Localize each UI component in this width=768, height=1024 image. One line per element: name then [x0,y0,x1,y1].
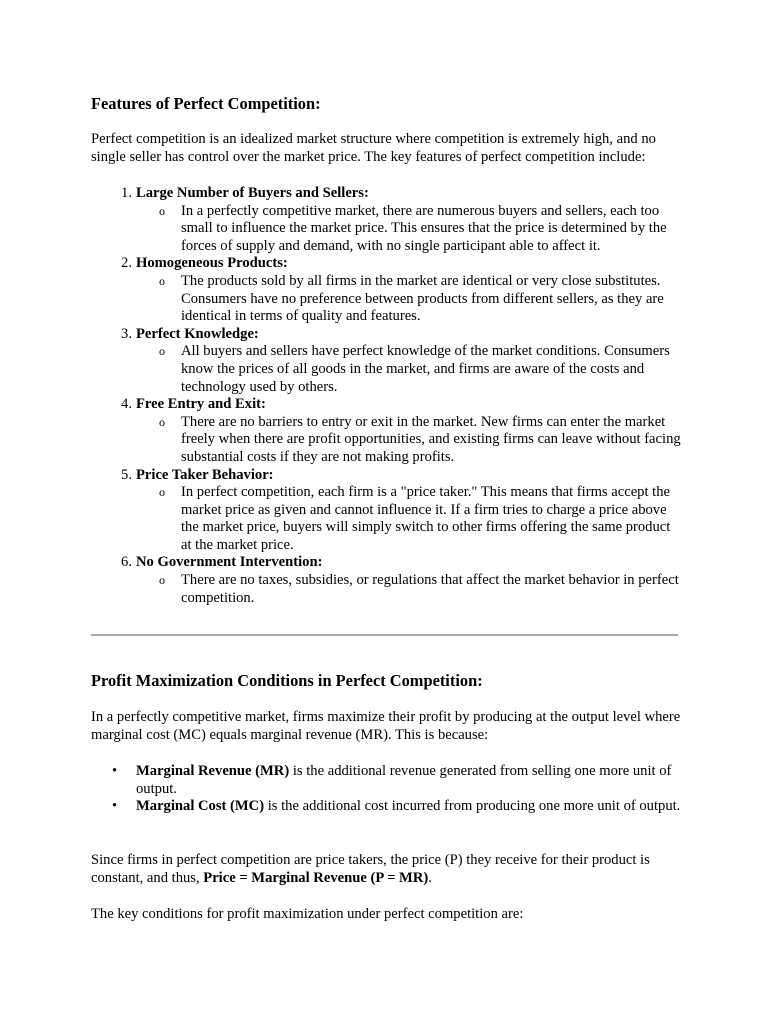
feature-item [121,554,681,607]
feature-detail-text: In a perfectly competitive market, there are numerous buyers and sellers, each too small to influence the market price. This ensures that the price is determined by the forces of supply and demand, with no single participant able to affect it. [181,202,667,254]
feature-detail-list [136,484,681,554]
circle-bullet-icon: o [159,344,165,359]
feature-detail-text: There are no barriers to entry or exit in the market. New firms can enter the market freely when there are profit opportunities, and existing firms can leave without facing substantial costs if they are not making profits. [181,413,681,465]
circle-bullet-icon: o [159,273,165,288]
circle-bullet-icon: o [159,203,165,218]
feature-detail-text: The products sold by all firms in the market are identical or very close substitutes. Consumers have no preference between products from different sellers, as they are identical in terms of quality and features. [181,272,664,325]
features-intro-paragraph: Perfect competition is an idealized market structure where competition is extremely high, and no single seller has control over the market price. The key features of perfect competition include: [91,131,656,165]
features-list [91,185,681,607]
bullet-icon: • [112,763,118,779]
feature-detail [159,272,681,326]
feature-title: Large Number of Buyers and Sellers: [136,185,369,201]
feature-title: Free Entry and Exit: [136,396,266,413]
feature-detail [159,572,681,607]
price-taker-text: Since firms in perfect competition are price takers, the price (P) they receive for their product is constant, and thus, [91,852,650,886]
feature-item [121,255,681,325]
definition-text: is the additional cost incurred from producing one more unit of output. [264,798,681,815]
feature-title: Price Taker Behavior: [136,466,274,483]
definition-term: Marginal Revenue (MR) [136,763,290,779]
feature-detail-text: There are no taxes, subsidies, or regulations that affect the market behavior in perfect competition. [181,572,679,606]
horizontal-divider [91,634,678,636]
circle-bullet-icon: o [159,485,165,500]
section-title-profit-maximization: Profit Maximization Conditions in Perfect Competition: [91,671,483,690]
feature-detail-list [136,343,681,396]
price-taker-paragraph [91,852,681,887]
list-number: 3. [121,325,132,342]
definition-item [112,763,681,798]
section-title-features: Features of Perfect Competition: [91,94,321,113]
bullet-icon: • [112,798,118,815]
feature-detail [159,202,681,256]
feature-detail-list [136,414,681,467]
feature-item [121,466,681,555]
feature-title: Perfect Knowledge: [136,325,259,342]
feature-detail-text: All buyers and sellers have perfect knowledge of the market conditions. Consumers know the prices of all goods in the market, and firms are aware of the costs and technology used by others. [181,343,670,395]
feature-title: No Government Intervention: [136,554,323,571]
list-number: 2. [121,255,132,272]
feature-item [121,396,681,466]
list-number: 4. [121,396,132,413]
definition-item [112,798,681,816]
feature-detail-list [136,273,681,326]
feature-detail-text: In perfect competition, each firm is a "price taker." This means that firms accept the market price as given and cannot influence it. If a firm tries to charge a price above the market price, buyers will simply switch to other firms offering the same product at the market price. [181,484,671,553]
circle-bullet-icon: o [159,414,165,429]
feature-title: Homogeneous Products: [136,255,288,272]
list-number: 5. [121,466,132,483]
feature-detail-list [136,572,681,607]
circle-bullet-icon: o [159,573,165,588]
list-number: 6. [121,554,132,571]
definition-text: is the additional revenue generated from selling one more unit of output. [136,763,672,797]
feature-detail [159,413,681,467]
feature-detail [159,484,681,554]
price-equals-mr-formula: Price = Marginal Revenue (P = MR) [203,869,429,886]
definition-term: Marginal Cost (MC) [136,798,265,815]
feature-detail [159,343,681,396]
profit-intro-paragraph: In a perfectly competitive market, firms maximize their profit by producing at the output level where marginal cost (MC) equals marginal revenue (MR). This is because: [91,709,681,743]
definitions-list [91,763,681,816]
feature-detail-list [136,203,681,256]
feature-item [121,325,681,396]
feature-item [121,185,681,255]
price-taker-end: . [428,869,432,886]
key-conditions-paragraph: The key conditions for profit maximization under perfect competition are: [91,906,524,922]
list-number: 1. [121,185,132,201]
